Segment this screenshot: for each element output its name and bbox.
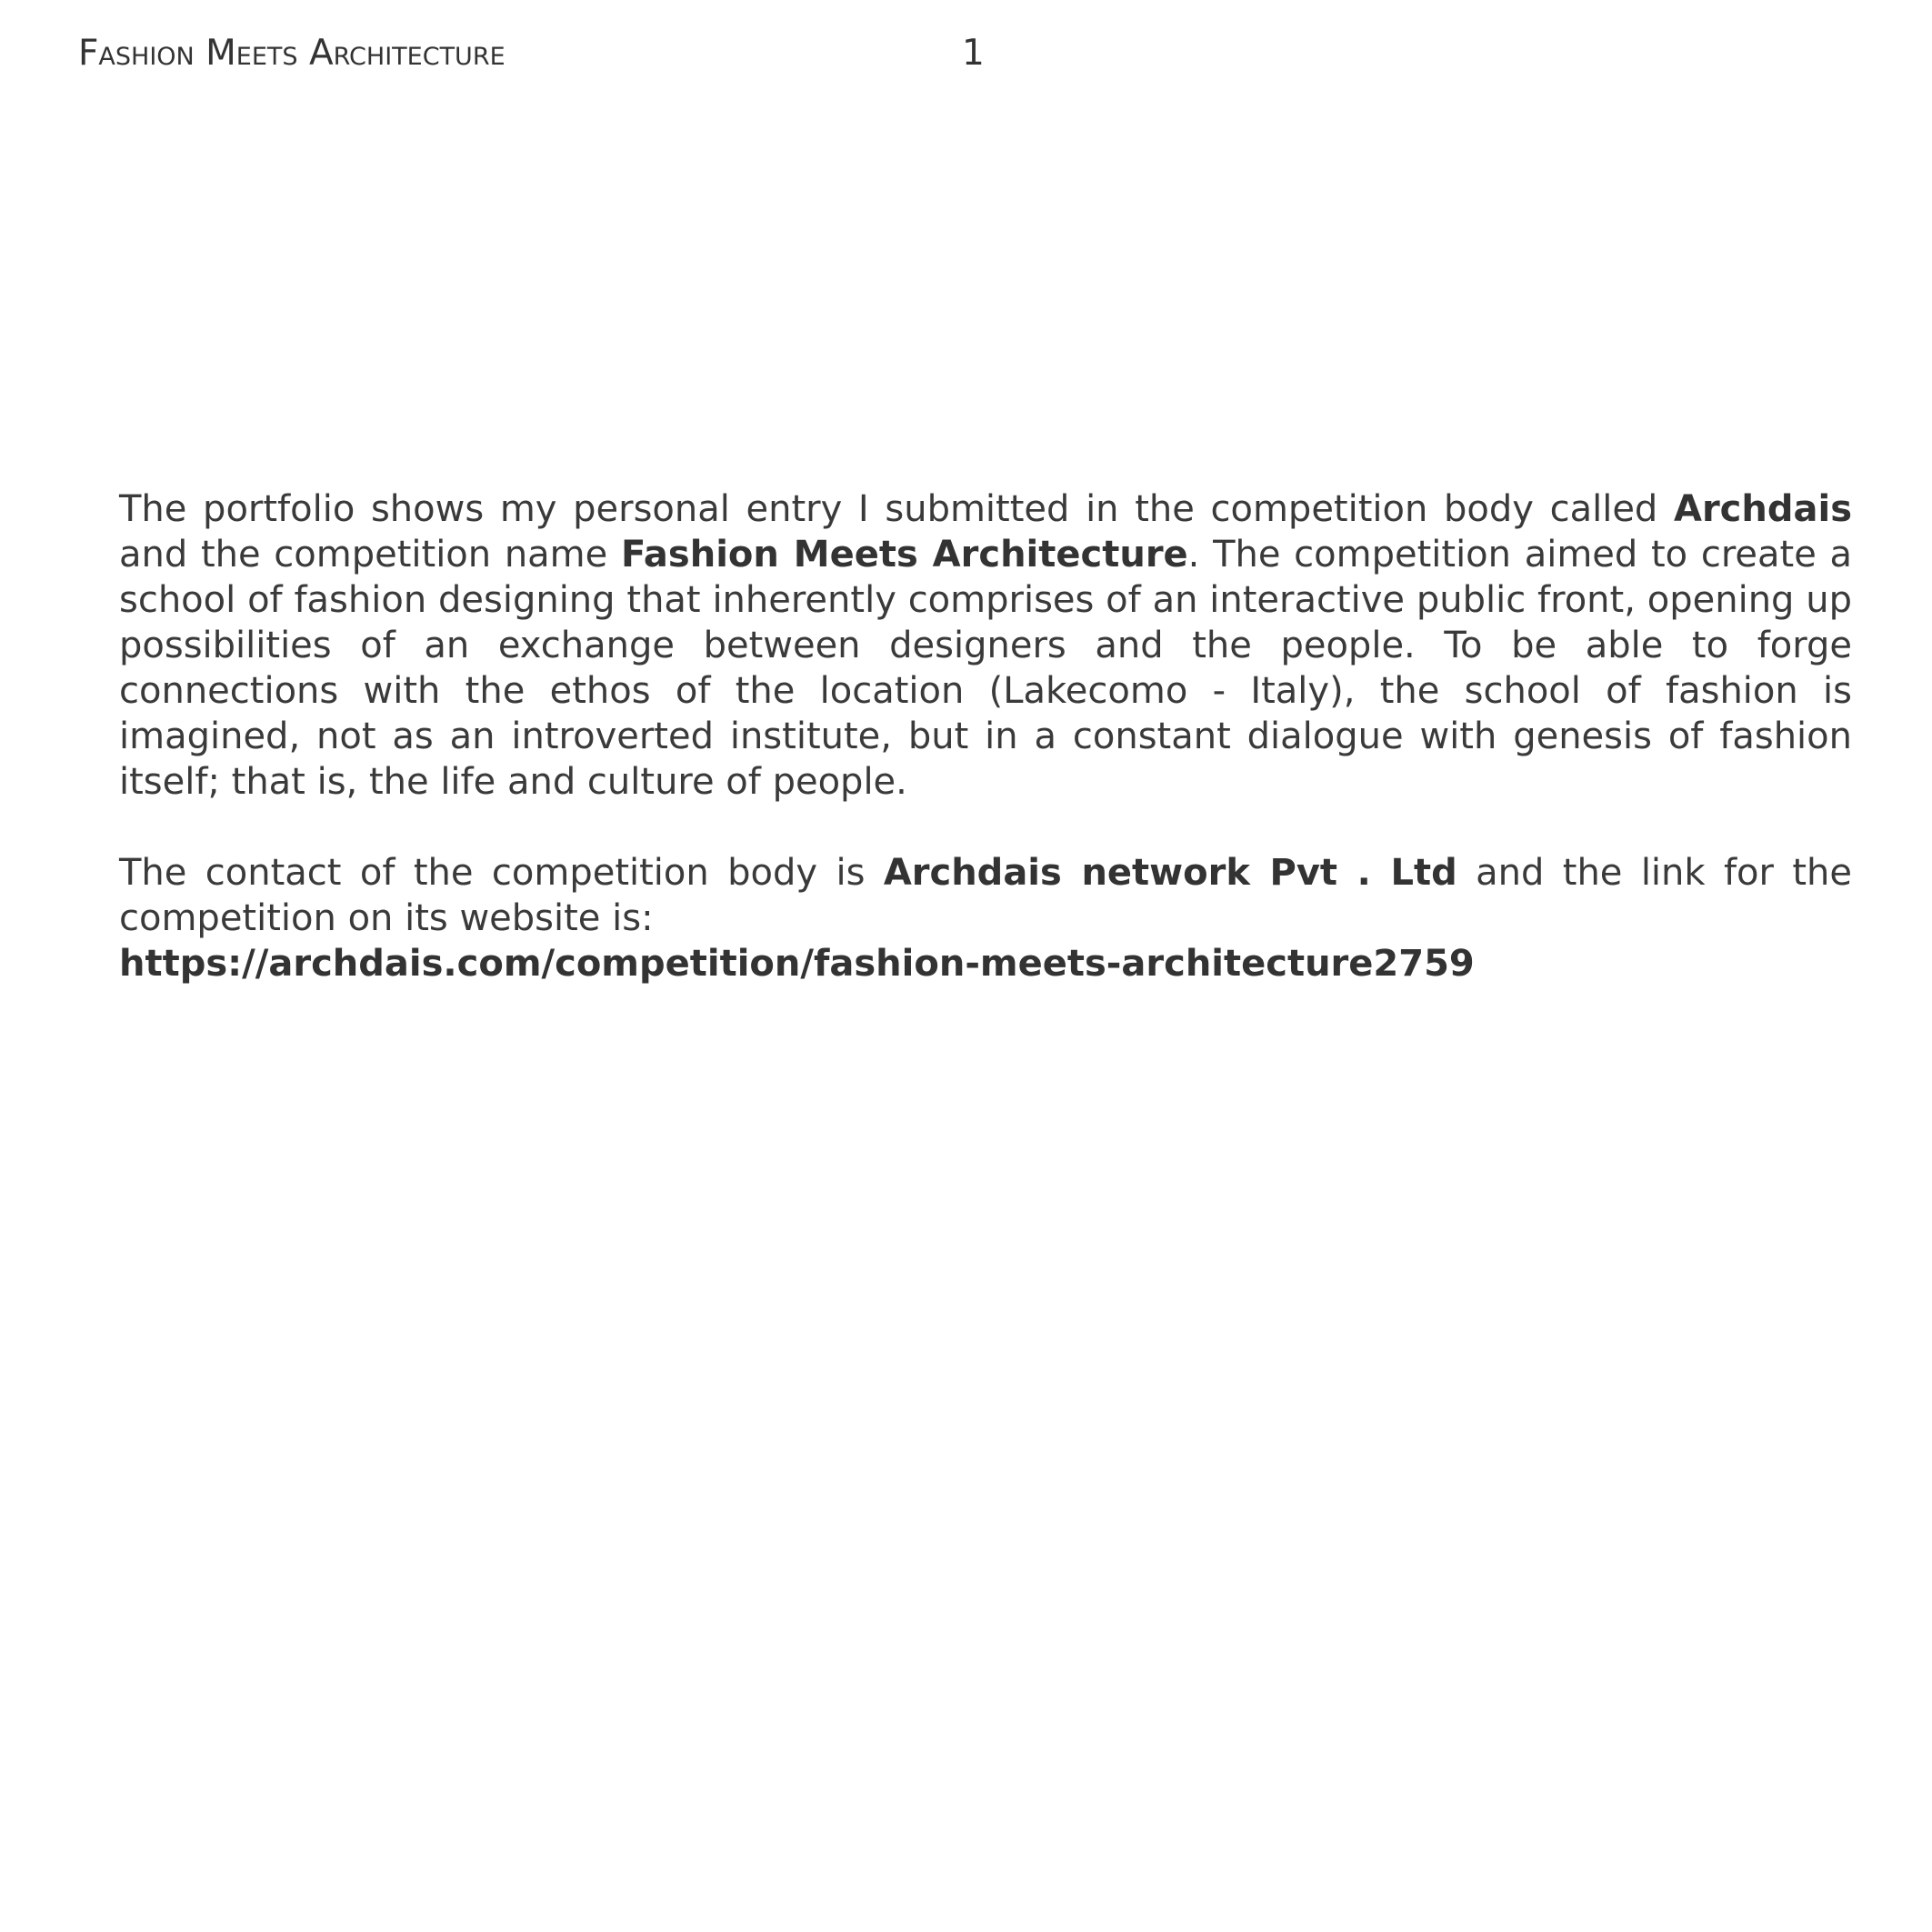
intro-text-1: The portfolio shows my personal entry I submitted in the competition body called xyxy=(119,488,1674,530)
contact-name: Archdais network Pvt . Ltd xyxy=(883,852,1457,894)
running-header-title: Fashion Meets Architecture xyxy=(78,33,506,74)
competition-url-link[interactable]: https://archdais.com/competition/fashion-meets-architecture2759 xyxy=(119,943,1475,985)
contact-paragraph xyxy=(119,850,1852,986)
competition-body-name: Archdais xyxy=(1673,488,1852,530)
page-number: 1 xyxy=(962,33,985,74)
intro-text-3: . The competition aimed to create a school of fashion designing that inherently comprises of an interactive public front, opening up possibilities of an exchange between designers and the people. To be able to forge connections with the ethos of the location (Lakecomo - Italy), the school of fashion is imagined, not as an introverted institute, but in a constant dialogue with genesis of fashion itself; that is, the life and culture of people. xyxy=(119,534,1853,803)
competition-name: Fashion Meets Architecture xyxy=(620,534,1188,576)
contact-text-1: The contact of the competition body is xyxy=(119,852,884,894)
contact-text-2: and the link for the competition on its website is: xyxy=(119,852,1853,939)
body-text xyxy=(119,486,1852,986)
intro-text-2: and the competition name xyxy=(119,534,621,576)
intro-paragraph xyxy=(119,486,1852,805)
